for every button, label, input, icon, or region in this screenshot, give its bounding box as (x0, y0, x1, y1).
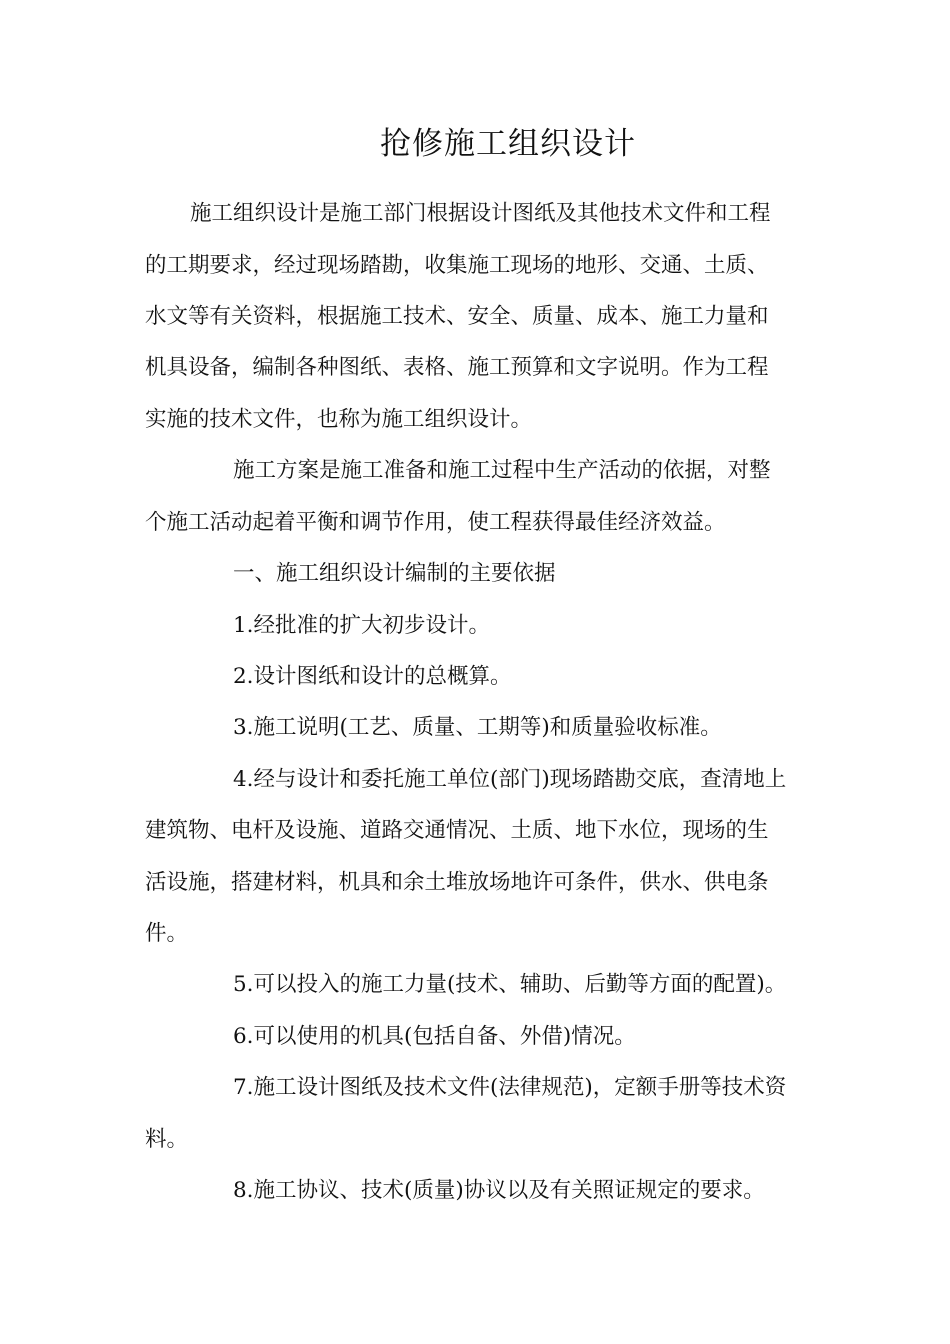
list-item: 6.可以使用的机具(包括自备、外借)情况。 (233, 1024, 636, 1049)
paragraph-line: 的工期要求，经过现场踏勘，收集施工现场的地形、交通、土质、 (145, 253, 769, 278)
section-heading: 一、施工组织设计编制的主要依据 (233, 561, 556, 586)
list-item-continuation: 料。 (145, 1127, 189, 1152)
paragraph-line: 水文等有关资料，根据施工技术、安全、质量、成本、施工力量和 (145, 304, 769, 329)
list-item-continuation: 件。 (145, 921, 189, 946)
list-item: 7.施工设计图纸及技术文件(法律规范)，定额手册等技术资 (233, 1075, 787, 1100)
list-item: 5.可以投入的施工力量(技术、辅助、后勤等方面的配置)。 (233, 972, 787, 997)
list-item: 2.设计图纸和设计的总概算。 (233, 664, 512, 689)
paragraph-line: 个施工活动起着平衡和调节作用，使工程获得最佳经济效益。 (145, 510, 726, 535)
paragraph-line: 施工方案是施工准备和施工过程中生产活动的依据，对整 (233, 458, 771, 483)
paragraph-line: 机具设备，编制各种图纸、表格、施工预算和文字说明。作为工程 (145, 355, 769, 380)
list-item: 3.施工说明(工艺、质量、工期等)和质量验收标准。 (233, 715, 722, 740)
list-item-continuation: 建筑物、电杆及设施、道路交通情况、土质、地下水位，现场的生 (145, 818, 769, 843)
paragraph-line: 施工组织设计是施工部门根据设计图纸及其他技术文件和工程 (190, 201, 771, 226)
list-item: 1.经批准的扩大初步设计。 (233, 613, 491, 638)
list-item-continuation: 活设施，搭建材料，机具和余土堆放场地许可条件，供水、供电条 (145, 870, 769, 895)
document-title: 抢修施工组织设计 (380, 126, 636, 162)
list-item: 8.施工协议、技术(质量)协议以及有关照证规定的要求。 (233, 1178, 765, 1203)
list-item: 4.经与设计和委托施工单位(部门)现场踏勘交底，查清地上 (233, 767, 787, 792)
paragraph-line: 实施的技术文件，也称为施工组织设计。 (145, 407, 533, 432)
